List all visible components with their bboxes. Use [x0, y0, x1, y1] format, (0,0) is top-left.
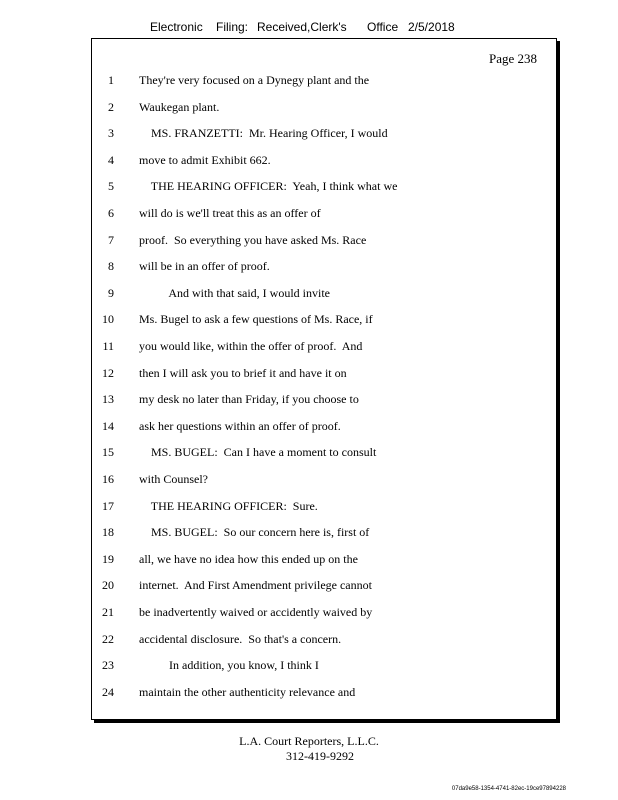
transcript-line: [92, 339, 556, 355]
line-number: 4: [108, 152, 114, 167]
footer-company: L.A. Court Reporters, L.L.C.: [239, 734, 379, 748]
line-text: maintain the other authenticity relevance and: [139, 684, 356, 699]
line-text: accidental disclosure. So that's a concern.: [139, 631, 342, 646]
transcript-page-frame: [91, 38, 557, 720]
transcript-line: [92, 179, 556, 195]
line-text: THE HEARING OFFICER: Yeah, I think what we: [139, 179, 398, 194]
transcript-line: [92, 472, 556, 488]
line-number: 2: [108, 99, 114, 114]
line-text: MS. FRANZETTI: Mr. Hearing Officer, I would: [139, 126, 388, 141]
line-text: ask her questions within an offer of proof.: [139, 418, 341, 433]
transcript-line: [92, 392, 556, 408]
transcript-line: [92, 206, 556, 222]
line-number: 17: [102, 498, 114, 513]
line-text: then I will ask you to brief it and have it on: [139, 365, 347, 380]
line-number: 10: [102, 312, 114, 327]
header-word-office: Office: [367, 20, 399, 34]
page-number: Page 238: [488, 51, 537, 66]
transcript-line: [92, 658, 556, 674]
line-number: 18: [102, 525, 114, 540]
document-hash: 07da9e58-1354-4741-82ec-19ce97894228: [451, 786, 566, 792]
transcript-line: [92, 100, 556, 116]
transcript-line: [92, 126, 556, 142]
filing-stamp-header: [0, 20, 618, 36]
transcript-line: [92, 578, 556, 594]
line-text: They're very focused on a Dynegy plant and the: [139, 73, 370, 87]
line-number: 16: [102, 472, 114, 486]
line-number: 9: [108, 285, 114, 300]
line-text: my desk no later than Friday, if you choose to: [139, 392, 359, 407]
transcript-line: [92, 286, 556, 302]
line-number: 6: [108, 206, 114, 220]
transcript-line: [92, 525, 556, 541]
line-number: 8: [108, 259, 114, 274]
line-text: MS. BUGEL: Can I have a moment to consult: [139, 445, 377, 460]
line-text: be inadvertently waived or accidently waived by: [139, 605, 373, 619]
line-text: Waukegan plant.: [139, 99, 220, 114]
line-number: 15: [102, 445, 114, 460]
transcript-line: [92, 685, 556, 701]
transcript-line: [92, 73, 556, 89]
line-number: 19: [102, 551, 114, 566]
line-text: will be in an offer of proof.: [139, 259, 270, 274]
footer-phone: 312-419-9292: [286, 749, 354, 763]
transcript-line: [92, 259, 556, 275]
header-word-electronic: Electronic: [150, 20, 203, 34]
line-number: 5: [108, 179, 114, 194]
line-number: 3: [108, 126, 114, 141]
transcript-line: [92, 419, 556, 435]
line-number: 13: [102, 392, 114, 407]
line-text: proof. So everything you have asked Ms. Race: [139, 232, 367, 247]
transcript-line: [92, 366, 556, 382]
line-text: In addition, you know, I think I: [139, 658, 319, 673]
line-number: 22: [102, 631, 114, 646]
transcript-line: [92, 632, 556, 648]
line-text: THE HEARING OFFICER: Sure.: [139, 498, 318, 513]
line-text: all, we have no idea how this ended up on the: [139, 551, 358, 566]
line-number: 7: [108, 232, 114, 247]
line-text: Ms. Bugel to ask a few questions of Ms. Race, if: [139, 312, 373, 327]
line-number: 14: [102, 418, 114, 433]
transcript-line: [92, 233, 556, 249]
header-word-received: Received,Clerk's: [257, 20, 347, 34]
line-text: MS. BUGEL: So our concern here is, first of: [139, 525, 370, 540]
line-number: 11: [102, 339, 114, 353]
line-text: will do is we'll treat this as an offer of: [139, 206, 321, 220]
transcript-line: [92, 445, 556, 461]
header-word-filing: Filing:: [216, 20, 249, 34]
line-number: 1: [108, 73, 114, 87]
line-number: 20: [102, 578, 114, 593]
header-word-date: 2/5/2018: [408, 20, 455, 34]
line-text: internet. And First Amendment privilege cannot: [139, 578, 372, 593]
line-number: 24: [102, 684, 114, 699]
line-number: 12: [102, 365, 114, 380]
line-text: And with that said, I would invite: [139, 285, 330, 300]
transcript-line: [92, 312, 556, 328]
transcript-line: [92, 605, 556, 621]
transcript-line: [92, 552, 556, 568]
transcript-line: [92, 153, 556, 169]
transcript-line: [92, 499, 556, 515]
line-text: with Counsel?: [139, 472, 208, 486]
line-text: you would like, within the offer of proof. And: [139, 339, 363, 353]
line-number: 23: [102, 658, 114, 673]
line-text: move to admit Exhibit 662.: [139, 152, 271, 167]
line-number: 21: [102, 605, 114, 619]
